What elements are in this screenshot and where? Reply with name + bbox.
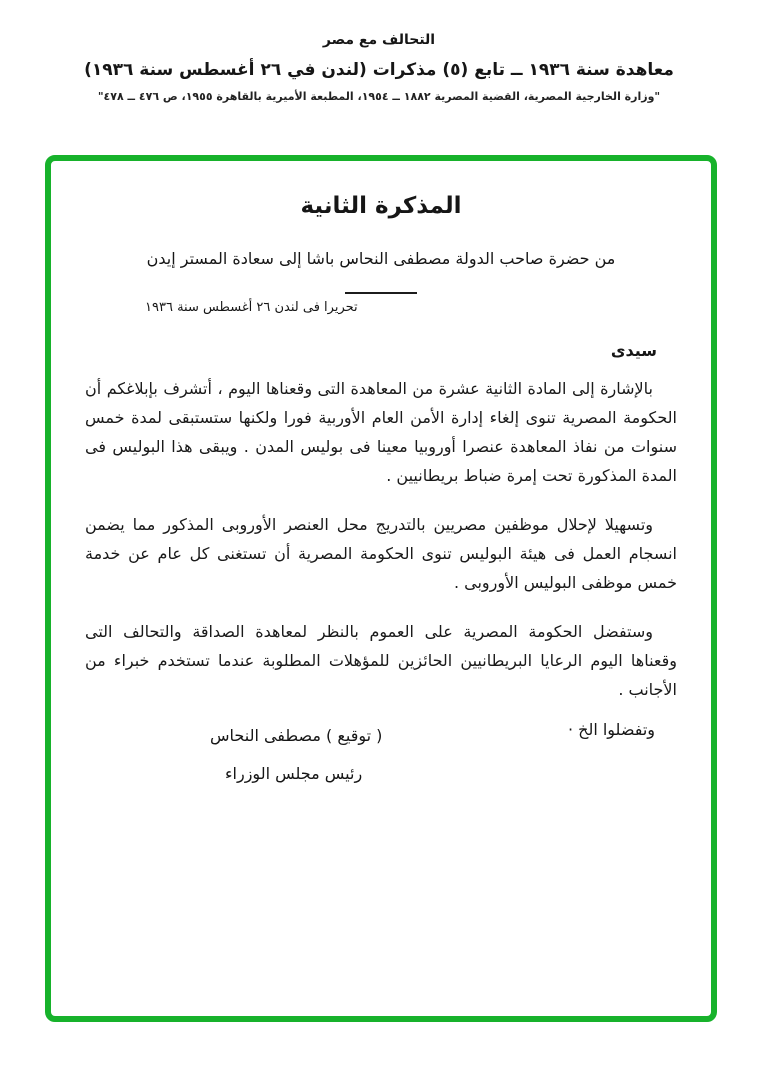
document-main-title: معاهدة سنة ١٩٣٦ ــ تابع (٥) مذكرات (لندن في ٢٦ أغسطس سنة ١٩٣٦) (84, 60, 674, 80)
document-source-citation: "وزارة الخارجية المصرية، القضية المصرية ١٨٨٢ ــ ١٩٥٤، المطبعة الأميرية بالقاهرة ١٩٥٥، ص ٤٧٦ ــ ٤٧٨" (97, 90, 661, 103)
memo-paragraph-2: وتسهيلا لإحلال موظفين مصريين بالتدريج محل العنصر الأوروبى المذكور مما يضمن انسجام العمل فى هيئة البوليس تنوى الحكومة المصرية أن تستغنى كل عام عن خدمة خمس موظفى البوليس الأوروبى . (85, 515, 677, 592)
memo-salutation: سيدى (610, 341, 657, 360)
memo-content (51, 161, 711, 1016)
closing-phrase: وتفضلوا الخ · (567, 720, 655, 739)
green-border-frame (45, 155, 717, 1022)
memo-body (85, 374, 677, 704)
document-header (0, 32, 758, 103)
memo-paragraph-3: وستفضل الحكومة المصرية على العموم بالنظر لمعاهدة الصداقة والتحالف التى وقعناها اليوم الرعايا البريطانيين الحائزين للمؤهلات المطلوبة عندما تستخدم خبراء من الأجانب . (85, 622, 677, 699)
memo-date-text: تحريرا فى لندن ٢٦ أغسطس سنة ١٩٣٦ (145, 300, 358, 315)
memo-closing-block (85, 720, 677, 830)
memo-title: المذكرة الثانية (300, 193, 462, 219)
memo-date-line (85, 300, 677, 315)
signature-line: ( توقيع ) مصطفى النحاس (210, 726, 383, 745)
signatory-title: رئيس مجلس الوزراء (225, 764, 363, 783)
memo-paragraph-1: بالإشارة إلى المادة الثانية عشرة من المعاهدة التى وقعناها اليوم ، أتشرف بإبلاغكم أن الحكومة المصرية تنوى إلغاء إدارة الأمن العام الأوربية فورا ولكنها ستستبقى لمدة خمس سنوات من نفاذ المعاهدة عنصرا أوروبيا معينا فى بوليس المدن . ويبقى هذا البوليس فى المدة المذكورة تحت إمرة ضباط بريطانيين . (85, 379, 677, 485)
document-category-title: التحالف مع مصر (322, 32, 436, 48)
divider-rule (345, 292, 417, 294)
memo-from-line: من حضرة صاحب الدولة مصطفى النحاس باشا إلى سعادة المستر إيدن (146, 249, 616, 268)
